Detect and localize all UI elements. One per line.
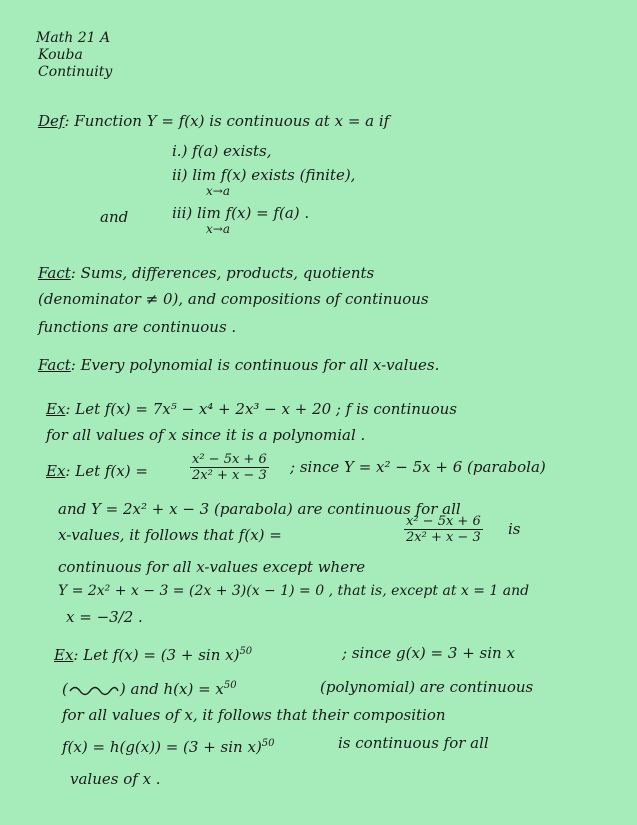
- definition-and: and: [100, 208, 129, 226]
- example-3-label: Ex: [54, 646, 74, 664]
- wave-graph-icon: [68, 683, 120, 697]
- example-2-fraction: [190, 452, 269, 483]
- fact-1-label: Fact: [38, 264, 71, 282]
- example-1-label: Ex: [46, 400, 66, 418]
- example-3-exponent-3: 50: [261, 738, 275, 749]
- definition-condition-2: ii) lim f(x) exists (finite),: [172, 166, 356, 184]
- example-2-fraction-2: [404, 514, 483, 545]
- example-1-line-1: [46, 400, 457, 418]
- example-3-line-2: [62, 680, 237, 698]
- fact-2-label: Fact: [38, 356, 71, 374]
- example-3-exponent-2: 50: [223, 680, 237, 691]
- definition-condition-1: i.) f(a) exists,: [172, 142, 272, 160]
- fact-1-line-1: [38, 264, 374, 282]
- example-3-line-4: [62, 738, 275, 756]
- definition-block: [38, 112, 389, 130]
- paren-close: ): [119, 680, 126, 698]
- example-2-lead: [46, 462, 148, 480]
- topic-title: Continuity: [38, 64, 113, 80]
- example-2-line-3-tail: is: [508, 520, 521, 538]
- fact-2-text: : Every polynomial is continuous for all x-values.: [70, 356, 440, 374]
- fact-1-line-3: functions are continuous .: [38, 318, 237, 336]
- fact-1-line-2: (denominator ≠ 0), and compositions of continuous: [38, 290, 429, 308]
- example-2-line-4: continuous for all x-values except where: [58, 558, 366, 576]
- example-2-lead-text: : Let f(x) =: [65, 462, 148, 480]
- fraction-2-denominator: 2x² + x − 3: [406, 530, 481, 545]
- example-3-line-3: for all values of x, it follows that their composition: [62, 706, 446, 724]
- fact-1-text: : Sums, differences, products, quotients: [70, 264, 375, 282]
- example-3-exponent-1: 50: [239, 646, 253, 657]
- fraction-2-numerator: x² − 5x + 6: [406, 514, 481, 529]
- example-2-line-3-lead: x-values, it follows that f(x) =: [58, 526, 282, 544]
- example-3-line-2-tail: (polynomial) are continuous: [320, 678, 534, 696]
- limit-subscript-3: x→a: [206, 222, 230, 236]
- example-3-lead: : Let f(x) = (3 + sin x): [73, 646, 240, 664]
- example-2-line-6: x = −3/2 .: [66, 608, 143, 626]
- fact-2-line-1: [38, 356, 439, 374]
- example-3-line-4-tail: is continuous for all: [338, 734, 489, 752]
- example-2-label: Ex: [46, 462, 66, 480]
- fraction-denominator: 2x² + x − 3: [192, 468, 267, 483]
- instructor-name: Kouba: [38, 47, 83, 63]
- paren-open: (: [62, 680, 68, 698]
- definition-intro: : Function Y = f(x) is continuous at x = a if: [64, 112, 390, 130]
- course-title: Math 21 A: [36, 30, 111, 46]
- definition-label: Def: [38, 112, 65, 130]
- example-1-text: : Let f(x) = 7x⁵ − x⁴ + 2x³ − x + 20 ; f is continuous: [65, 400, 457, 418]
- example-3-line-1: [54, 646, 252, 664]
- limit-subscript-2: x→a: [206, 184, 230, 198]
- example-2-line-5: Y = 2x² + x − 3 = (2x + 3)(x − 1) = 0 , that is, except at x = 1 and: [58, 583, 530, 599]
- example-2-line-1-tail: ; since Y = x² − 5x + 6 (parabola): [290, 458, 546, 476]
- example-3-line-4-lead: f(x) = h(g(x)) = (3 + sin x): [62, 738, 262, 756]
- example-1-line-2: for all values of x since it is a polynomial .: [46, 426, 366, 444]
- example-2-line-2: and Y = 2x² + x − 3 (parabola) are continuous for all: [58, 500, 461, 518]
- definition-condition-3: iii) lim f(x) = f(a) .: [172, 204, 310, 222]
- example-3-line-2-lead: and h(x) = x: [130, 680, 224, 698]
- fraction-numerator: x² − 5x + 6: [192, 452, 267, 467]
- example-3-line-1-tail: ; since g(x) = 3 + sin x: [342, 644, 515, 662]
- example-3-line-5: values of x .: [70, 770, 161, 788]
